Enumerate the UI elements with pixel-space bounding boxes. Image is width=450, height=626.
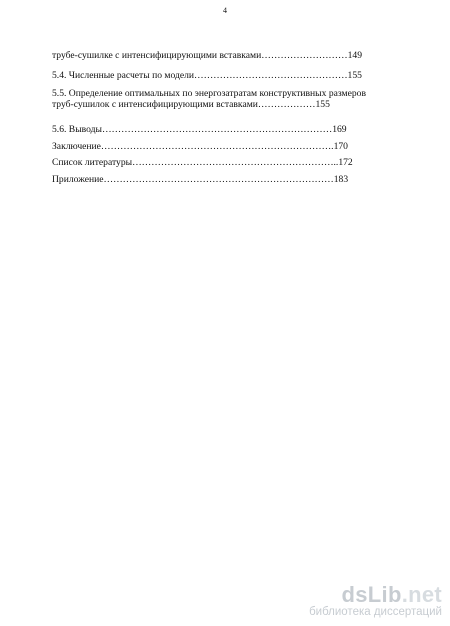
watermark-logo <box>309 582 442 608</box>
watermark-logo-main: dsLib <box>341 582 402 607</box>
toc-entry-5-5: 5.5. Определение оптимальных по энергозатратам конструктивных размеров труб-сушилок с интенсифицирующими вставками………………155 <box>52 88 366 110</box>
toc-entry-5-6: 5.6. Выводы………………………………………………………………169 <box>52 124 347 135</box>
watermark-subtitle: библиотека диссертаций <box>309 606 442 618</box>
page-number: 4 <box>223 6 227 15</box>
watermark-logo-tld: .net <box>401 582 442 607</box>
toc-entry-continuation: трубе-сушилке с интенсифицирующими вставками………………………149 <box>52 50 362 61</box>
watermark <box>309 582 442 618</box>
toc-entry-conclusion: Заключение……………………………………………………………….170 <box>52 141 348 152</box>
toc-entry-references: Список литературы………………………………………………………..172 <box>52 157 353 168</box>
toc-entry-appendix: Приложение………………………………………………………………183 <box>52 174 349 185</box>
toc-entry-5-4: 5.4. Численные расчеты по модели…………………………………………155 <box>52 70 362 81</box>
